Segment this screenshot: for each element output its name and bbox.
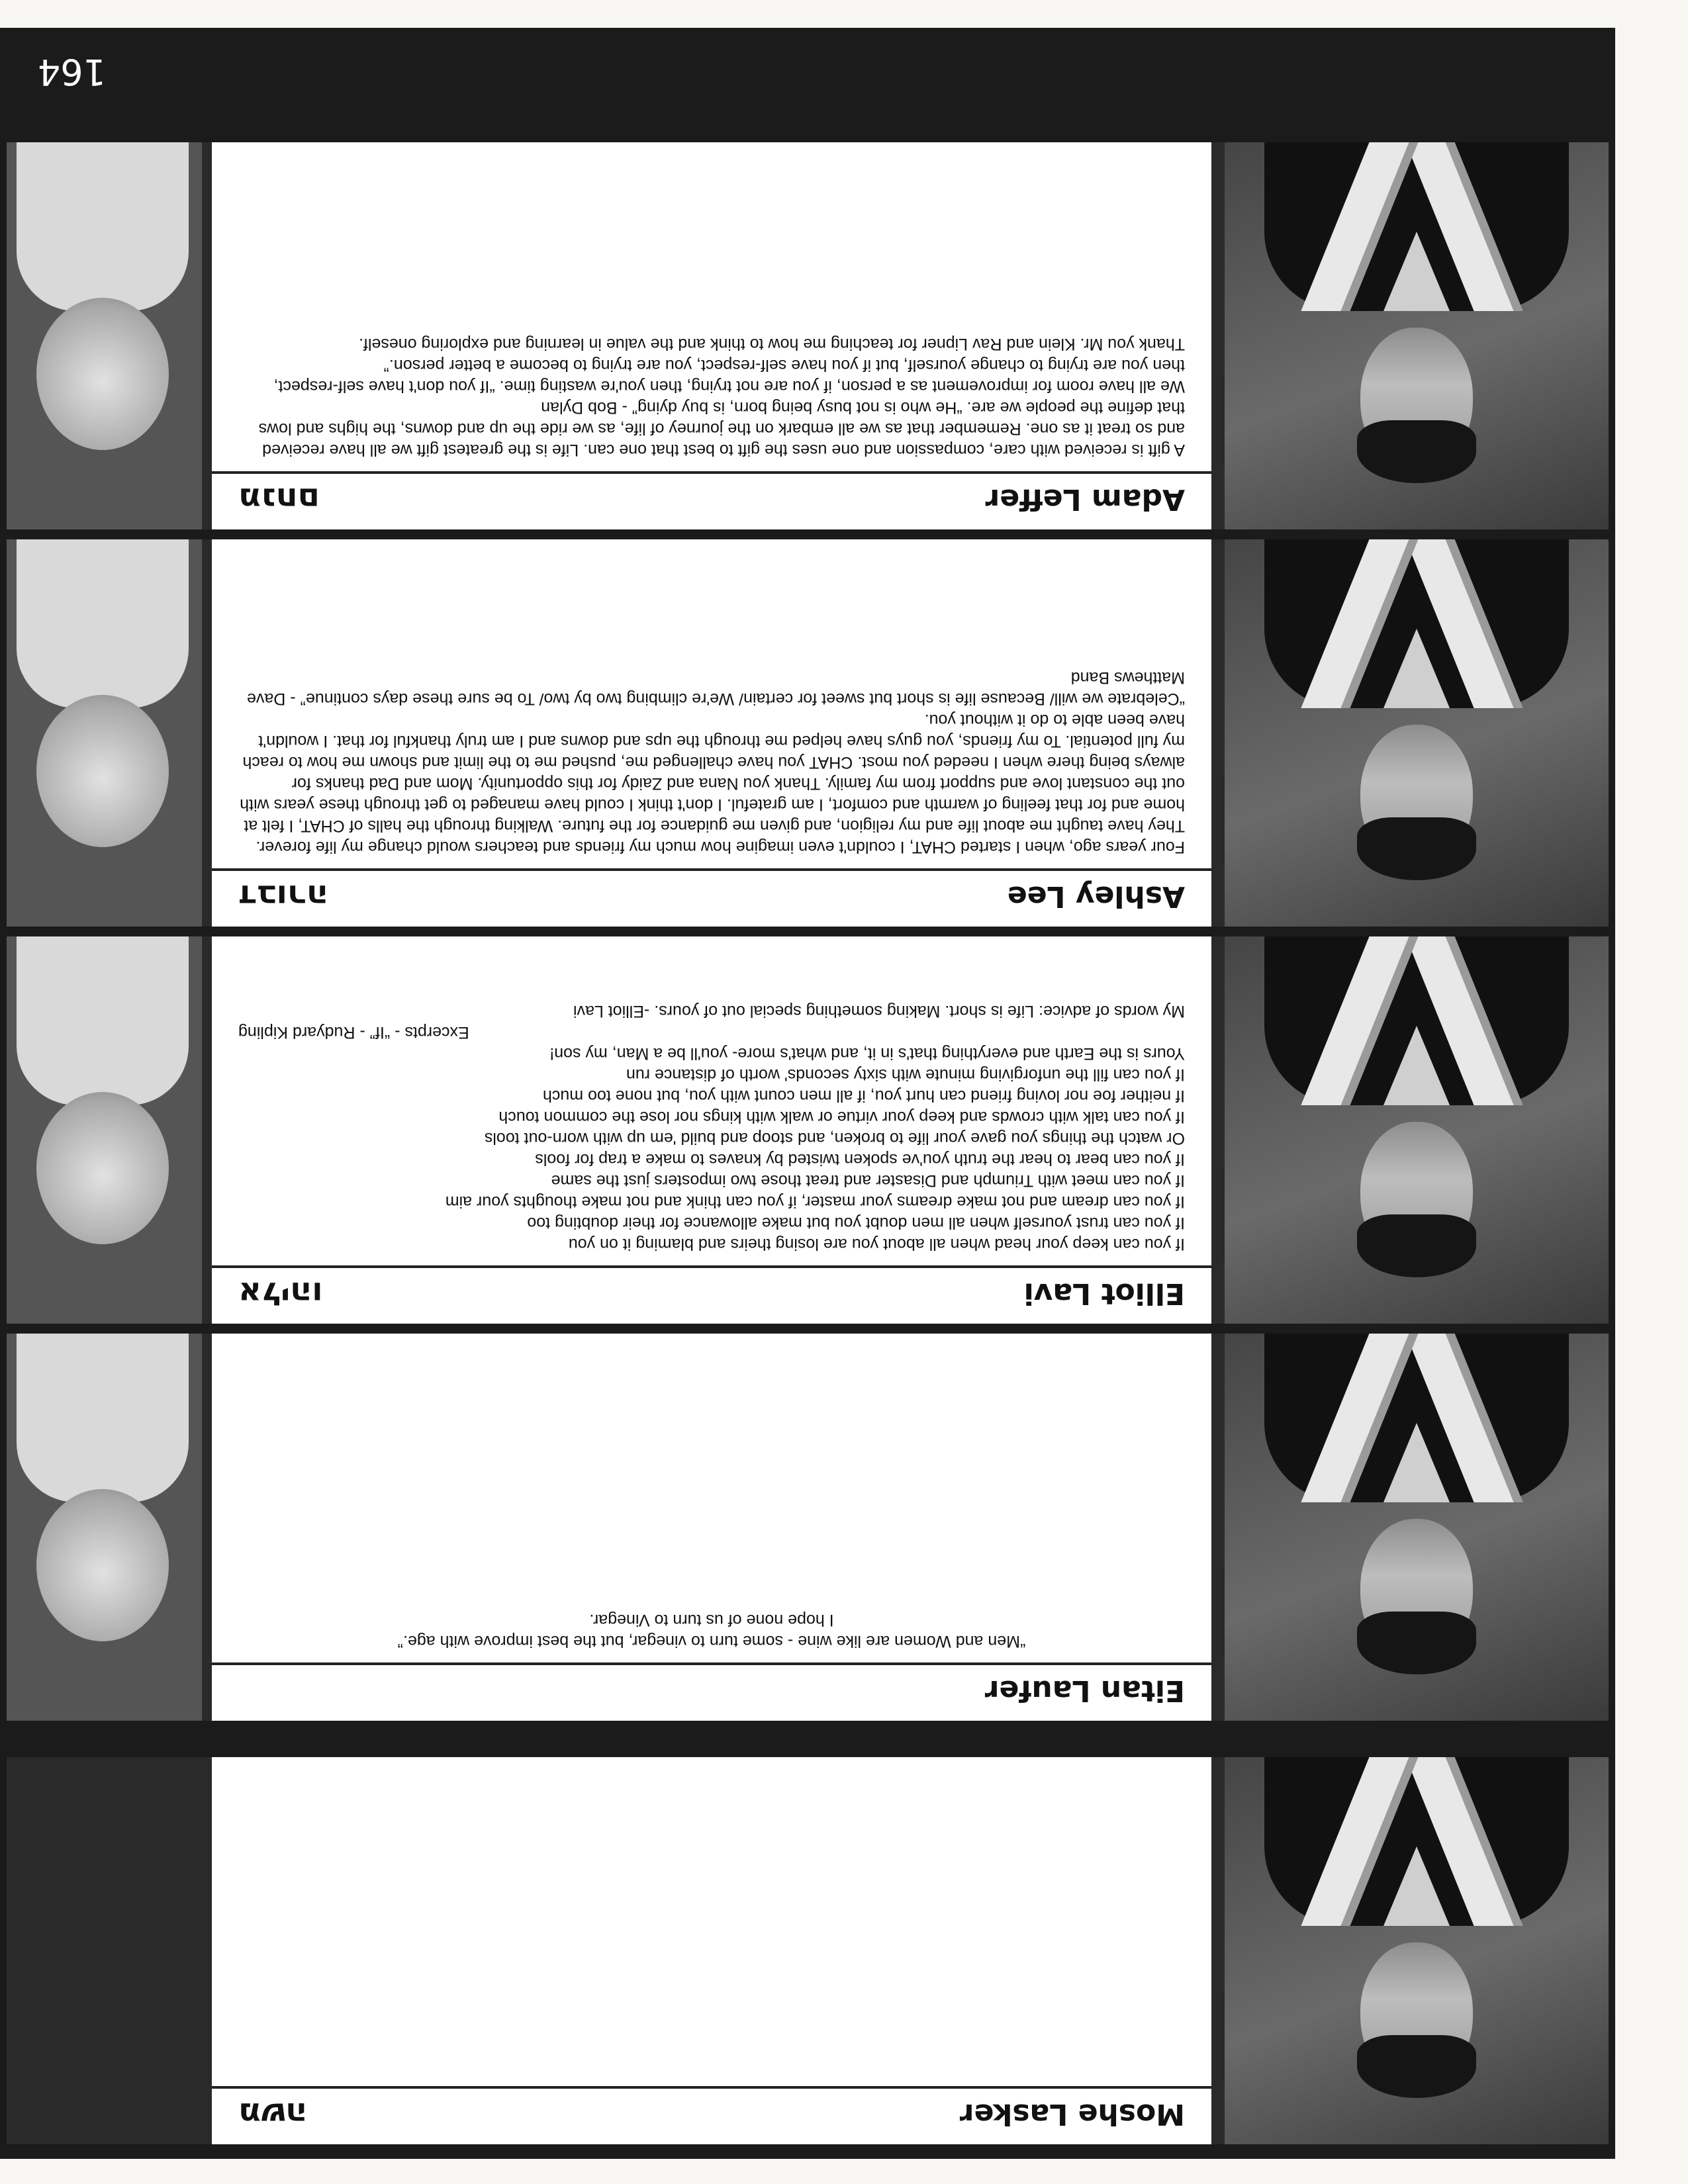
divider [212,2086,1211,2089]
graduation-portrait [1225,936,1609,1324]
baby-photo [7,1334,202,1721]
student-entry [7,936,1609,1324]
quote-paragraph: A gift is received with care, compassion and one uses the gift to best that one can. Life is the greatest gift we all have received and so treat it as one. Remember that as we all embark on the journey of life, as we ride the up and downs, the highs and lows that define the people we are. “He who is not busy being born, is buy dying” - Bob Dylan [258,398,1185,459]
student-name: Moshe Lasker [959,2097,1185,2131]
bio-panel [212,1334,1211,1721]
graduation-portrait [1225,539,1609,927]
student-entry [7,142,1609,529]
hebrew-name: אליהו [238,1275,323,1312]
quote-line: If you can talk with crowds and keep your virtue or walk with kings nor lose the common touch [498,1108,1185,1126]
student-name: Eitan Laufer [984,1674,1185,1707]
quote-line: I hope none of us turn to Vinegar. [589,1611,834,1629]
divider [212,1265,1211,1268]
quote-paragraph: We all have room for improvement as a person, if you are not trying, then you're wasting time. “If you don't have self-respect, then you are trying to change yourself, but if you have self-respect, you are trying to become a better person.” [273,356,1185,396]
quote-line: My words of advice: Life is short. Making something special out of yours. -Elliot Lavi [573,1002,1185,1021]
student-entry [7,1757,1609,2144]
divider [212,868,1211,871]
bio-panel [212,936,1211,1324]
graduation-portrait [1225,1757,1609,2144]
baby-photo [7,142,202,529]
quote-line: If you can fill the unforgiving minute with sixty seconds' worth of distance run [626,1066,1185,1084]
student-name: Adam Leffer [985,482,1185,516]
hebrew-name: מנחם [238,480,320,518]
quote-line: If you can keep your head when all about you are losing theirs and blaming it on you [568,1235,1185,1253]
bio-text [238,334,1185,461]
bio-text [238,1610,1185,1652]
baby-photo [7,936,202,1324]
hebrew-name: דבורה [238,878,328,915]
quote-attribution: Excerpts - “If” - Rudyard Kipling [238,1023,469,1042]
quote-line: If you can meet with Triumph and Disaster and treat those two imposters just the same [551,1171,1185,1190]
divider [212,1662,1211,1665]
graduation-portrait [1225,1334,1609,1721]
quote-paragraph: “Celebrate we will/ Because life is short but sweet for certain/ We're climbing two by two/ To be sure these days continue” - Dave Matthews Band [247,668,1185,708]
baby-photo [7,539,202,927]
student-entry [7,1334,1609,1721]
quote-line: Yours is the Earth and everything that's in it, and what's more- you'll be a Man, my son! [549,1044,1185,1063]
student-entry [7,539,1609,927]
bio-text [238,1001,1185,1255]
quote-line: If you can bear to hear the truth you've spoken twisted by knaves to make a trap for fools [535,1150,1185,1169]
divider [212,471,1211,474]
graduation-portrait [1225,142,1609,529]
bio-panel [212,539,1211,927]
student-name: Ashley Lee [1007,880,1185,913]
bio-panel [212,1757,1211,2144]
quote-line: If you can dream and not make dreams your master, if you can think and not make thoughts your aim [445,1193,1185,1211]
student-name: Elliot Lavi [1023,1277,1185,1310]
bio-text [238,667,1185,858]
quote-line: If neither foe nor loving friend can hurt you, if all men count with you, but none too much [542,1087,1185,1105]
bio-panel [212,142,1211,529]
quote-paragraph: Four years ago, when I started CHAT, I couldn't even imagine how much my friends and teachers would change my life forever. They have taught me about life and my religion, and given me guidance for the future. Walking through the halls of CHAT, I felt at home and for that feeling of warmth and comfort, I am grateful. I don't think I could have managed to get through these years with out the constant love and support from my family. Thank you Nana and Zaidy for this opportunity. Mom and Dad thanks for always being there when I needed you most. CHAT you have challenged me, pushed me to the limit and shown me how to reach my full potential. To my friends, you guys have helped me through the ups and downs and I am truly thankful for that. I wouldn't have been able to do it without you. [240,711,1185,856]
hebrew-name: משה [238,2095,308,2132]
quote-line: If you can trust yourself when all men doubt you but make allowance for their doubting too [527,1214,1185,1232]
page-number: 164 [37,51,106,93]
quote-line: Or watch the things you gave your life to broken, and stoop and build 'em up with worn-out tools [484,1129,1185,1148]
quote-line: “Men and Women are like wine - some turn to vinegar, but the best improve with age.” [397,1632,1026,1651]
quote-paragraph: Thank you Mr. Klein and Rav Lipner for teaching me how to think and the value in learning and exploring oneself. [359,335,1185,353]
